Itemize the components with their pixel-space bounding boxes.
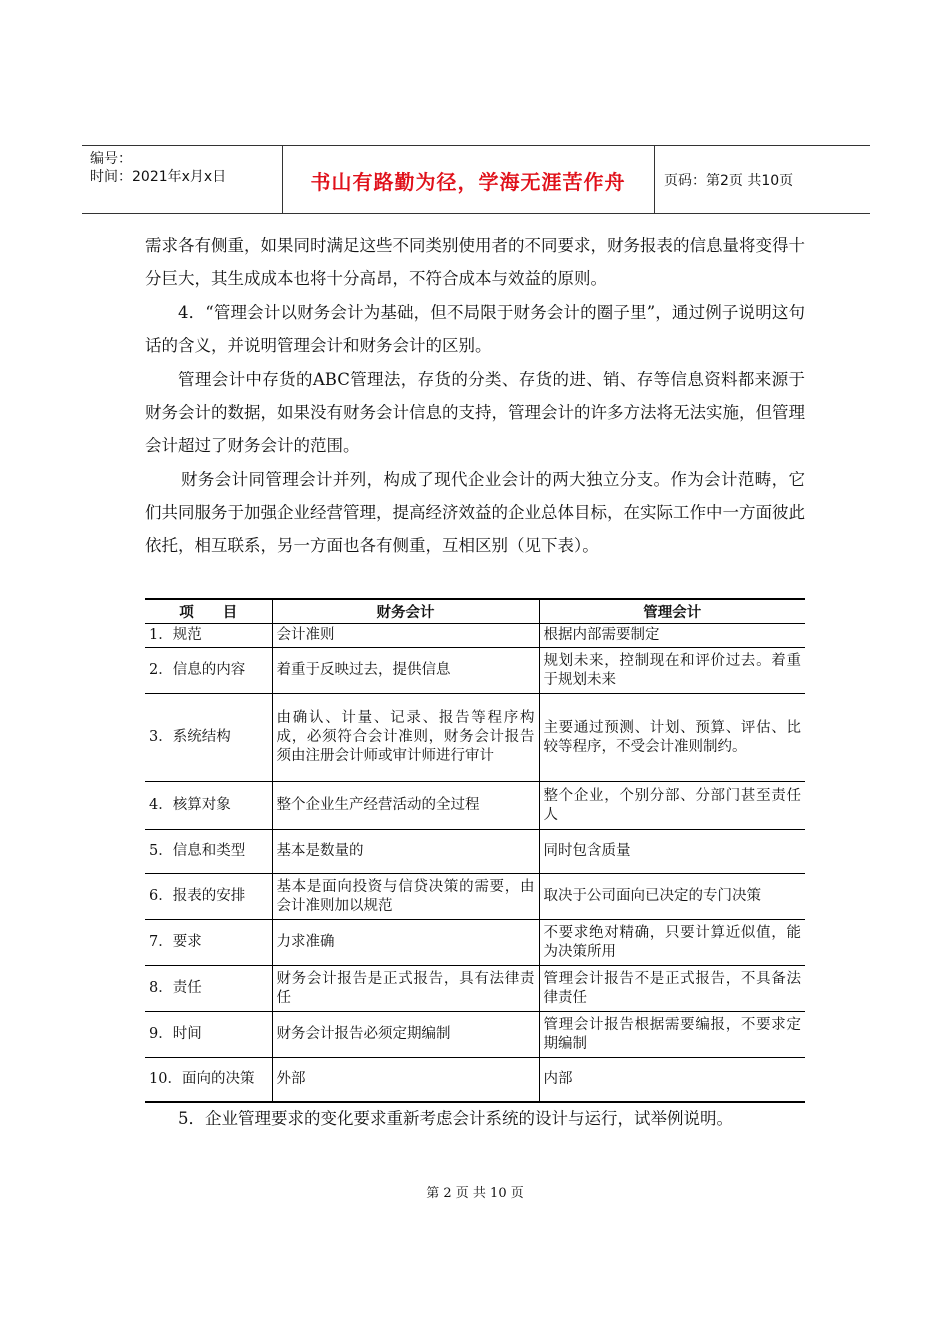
paragraph: 需求各有侧重，如果同时满足这些不同类别使用者的不同要求，财务报表的信息量将变得十分巨大，其生成成本也将十分高昂，不符合成本与效益的原则。	[145, 236, 805, 288]
header-motto: 书山有路勤为径，学海无涯苦作舟	[310, 170, 626, 194]
table-row	[145, 920, 805, 966]
table-cell: 主要通过预测、计划、预算、评估、比较等程序，不受会计准则制约。	[539, 694, 805, 782]
table-cell: 着重于反映过去，提供信息	[272, 648, 539, 694]
table-cell: 不要求绝对精确，只要计算近似值，能为决策所用	[539, 920, 805, 966]
table-cell: 整个企业，个别分部、分部门甚至责任人	[539, 782, 805, 830]
header-pager: 页码：第2页 共10页	[664, 173, 794, 189]
table-cell: 内部	[539, 1058, 805, 1102]
table-cell: 基本是数量的	[272, 830, 539, 874]
table-cell: 力求准确	[272, 920, 539, 966]
table-cell: 9．时间	[145, 1012, 272, 1058]
table-cell: 规划未来，控制现在和评价过去。着重于规划未来	[539, 648, 805, 694]
table-cell: 财务会计报告必须定期编制	[272, 1012, 539, 1058]
table-cell: 8．责任	[145, 966, 272, 1012]
table-row	[145, 782, 805, 830]
table-row	[145, 966, 805, 1012]
table-cell: 3．系统结构	[145, 694, 272, 782]
paragraph: 财务会计同管理会计并列，构成了现代企业会计的两大独立分支。作为会计范畴，它们共同服务于加强企业经营管理，提高经济效益的企业总体目标，在实际工作中一方面彼此依托，相互联系，另一方面也各有侧重，互相区别（见下表）。	[145, 470, 805, 555]
table-cell: 10．面向的决策	[145, 1058, 272, 1102]
header-number-label: 编号：	[90, 151, 132, 167]
table-header-cell: 项 目	[145, 599, 272, 624]
table-row	[145, 1012, 805, 1058]
comparison-table	[145, 598, 805, 1103]
table-cell: 财务会计报告是正式报告，具有法律责任	[272, 966, 539, 1012]
table-cell: 外部	[272, 1058, 539, 1102]
header-meta	[90, 150, 280, 186]
page-header	[82, 145, 870, 214]
closing-paragraph: 5．企业管理要求的变化要求重新考虑会计系统的设计与运行，试举例说明。	[178, 1109, 733, 1128]
paragraph: 管理会计中存货的ABC管理法，存货的分类、存货的进、销、存等信息资料都来源于财务会计的数据，如果没有财务会计信息的支持，管理会计的许多方法将无法实施，但管理会计超过了财务会计的范围。	[145, 370, 805, 455]
table-row	[145, 874, 805, 920]
table-row	[145, 624, 805, 648]
page-footer: 第 2 页 共 10 页	[426, 1186, 524, 1201]
table-cell: 由确认、计量、记录、报告等程序构成，必须符合会计准则，财务会计报告须由注册会计师或审计师进行审计	[272, 694, 539, 782]
table-row	[145, 694, 805, 782]
header-date-label: 时间：2021年x月x日	[90, 169, 227, 185]
table-cell: 整个企业生产经营活动的全过程	[272, 782, 539, 830]
table-cell: 6．报表的安排	[145, 874, 272, 920]
table-cell: 5．信息和类型	[145, 830, 272, 874]
table-row	[145, 1058, 805, 1102]
table-cell: 1．规范	[145, 624, 272, 648]
table-cell: 取决于公司面向已决定的专门决策	[539, 874, 805, 920]
table-row	[145, 648, 805, 694]
table-header-cell: 管理会计	[539, 599, 805, 624]
table-cell: 4．核算对象	[145, 782, 272, 830]
table-cell: 管理会计报告根据需要编报，不要求定期编制	[539, 1012, 805, 1058]
table-cell: 基本是面向投资与信贷决策的需要，由会计准则加以规范	[272, 874, 539, 920]
table-row	[145, 830, 805, 874]
table-cell: 会计准则	[272, 624, 539, 648]
table-cell: 同时包含质量	[539, 830, 805, 874]
table-cell: 2．信息的内容	[145, 648, 272, 694]
paragraph: 4．“管理会计以财务会计为基础，但不局限于财务会计的圈子里”，通过例子说明这句话的含义，并说明管理会计和财务会计的区别。	[145, 303, 805, 355]
table-cell: 管理会计报告不是正式报告，不具备法律责任	[539, 966, 805, 1012]
table-header-row	[145, 599, 805, 624]
table-cell: 根据内部需要制定	[539, 624, 805, 648]
header-divider	[654, 146, 655, 213]
table-cell: 7．要求	[145, 920, 272, 966]
table-header-cell: 财务会计	[272, 599, 539, 624]
